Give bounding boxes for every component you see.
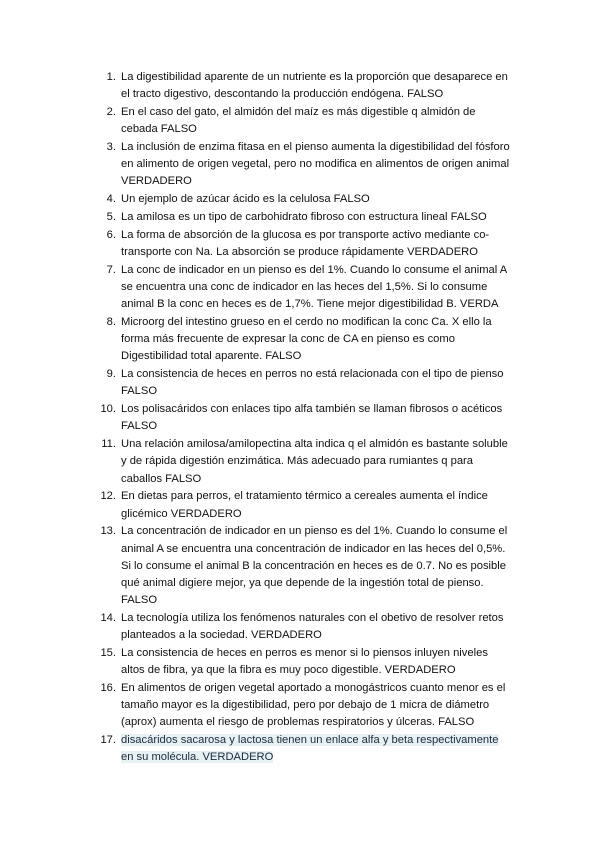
item-number: 5. — [106, 211, 116, 223]
item-text: La forma de absorción de la glucosa es por transporte activo mediante co-transporte con Na. La absorción se produce rápidamente VERDADERO — [121, 228, 490, 258]
list-item — [0, 227, 600, 261]
item-text: En alimentos de origen vegetal aportado a monogástricos cuanto menor es el tamaño mayor es la digestibilidad, pero por debajo de 1 micra de diámetro (aprox) aumenta el riesgo de problemas respiratorios y úlceras. FALSO — [121, 682, 506, 729]
item-text: Los polisacáridos con enlaces tipo alfa también se llaman fibrosos o acéticos FALSO — [121, 403, 503, 433]
item-number: 10. — [100, 403, 116, 416]
item-number: 11. — [101, 438, 116, 451]
item-text: En dietas para perros, el tratamiento térmico a cereales aumenta el índice glicémico VERDADERO — [121, 490, 488, 520]
item-number: 12. — [100, 490, 116, 503]
item-number: 9. — [106, 368, 116, 381]
list-item — [0, 488, 600, 522]
list-item — [0, 366, 600, 400]
question-list — [0, 69, 600, 767]
item-text: La tecnología utiliza los fenómenos naturales con el obetivo de resolver retos planteados a la sociedad. VERDADERO — [121, 612, 504, 642]
item-number: 8. — [106, 316, 116, 328]
item-text: La digestibilidad aparente de un nutriente es la proporción que desaparece en el tracto digestivo, descontando la producción endógena. FALSO — [121, 71, 508, 101]
item-text: La inclusión de enzima fitasa en el pienso aumenta la digestibilidad del fósforo en alimento de origen vegetal, pero no modifica en alimentos de origen animal VERDADERO — [121, 141, 510, 188]
list-item — [0, 645, 600, 679]
item-text: La conc de indicador en un pienso es del 1%. Cuando lo consume el animal A se encuentra una conc de indicador en las heces del 1,5%. Si lo consume animal B la conc en heces es de 1,7%. Tiene mejor digestibilidad B. VERDA — [121, 263, 507, 311]
list-item — [0, 436, 600, 488]
list-item — [0, 523, 600, 609]
item-text: Una relación amilosa/amilopectina alta indica q el almidón es bastante soluble y de rápida digestión enzimática. Más adecuado para rumiantes q para caballos FALSO — [121, 438, 508, 485]
item-text: La amilosa es un tipo de carbohidrato fibroso con estructura lineal FALSO — [121, 211, 487, 223]
item-number: 14. — [100, 612, 116, 625]
item-number: 6. — [106, 228, 116, 241]
item-text: disacáridos sacarosa y lactosa tienen un enlace alfa y beta respectivamente en su molécula. VERDADERO — [121, 734, 499, 764]
list-item — [0, 680, 600, 732]
item-number: 4. — [106, 193, 116, 206]
list-item — [0, 610, 600, 644]
item-number: 2. — [106, 106, 116, 118]
item-text: La concentración de indicador en un pienso es del 1%. Cuando lo consume el animal A se encuentra una concentración de indicador en las heces del 0,5%. Si lo consume el animal B la concentración en heces es de 0.7. No es posible qué animal digiere mejor, ya que depende de la ingestión total de pienso. FALSO — [121, 525, 508, 607]
item-text: En el caso del gato, el almidón del maíz es más digestible q almidón de cebada FALSO — [121, 106, 476, 136]
item-number: 15. — [100, 647, 116, 660]
item-number: 17. — [100, 734, 116, 747]
item-number: 13. — [100, 525, 116, 538]
item-number: 1. — [106, 71, 116, 83]
list-item — [0, 401, 600, 435]
list-item — [0, 314, 600, 366]
list-item — [0, 139, 600, 191]
list-item-highlighted — [0, 732, 600, 766]
list-item — [0, 104, 600, 138]
list-item — [0, 209, 600, 226]
list-item — [0, 69, 600, 103]
item-text: La consistencia de heces en perros no está relacionada con el tipo de pienso FALSO — [121, 368, 504, 398]
item-text: Microorg del intestino grueso en el cerdo no modifican la conc Ca. X ello la forma más frecuente de expresar la conc de CA en pienso es como Digestibilidad total aparente. FALSO — [121, 316, 492, 363]
list-item — [0, 191, 600, 208]
item-number: 7. — [106, 263, 116, 276]
item-text: Un ejemplo de azúcar ácido es la celulosa FALSO — [121, 193, 370, 206]
item-number: 16. — [100, 682, 116, 695]
item-number: 3. — [106, 141, 116, 153]
item-text: La consistencia de heces en perros es menor si lo piensos inluyen niveles altos de fibra, ya que la fibra es muy poco digestible. VERDADERO — [121, 647, 488, 677]
list-item — [0, 262, 600, 314]
